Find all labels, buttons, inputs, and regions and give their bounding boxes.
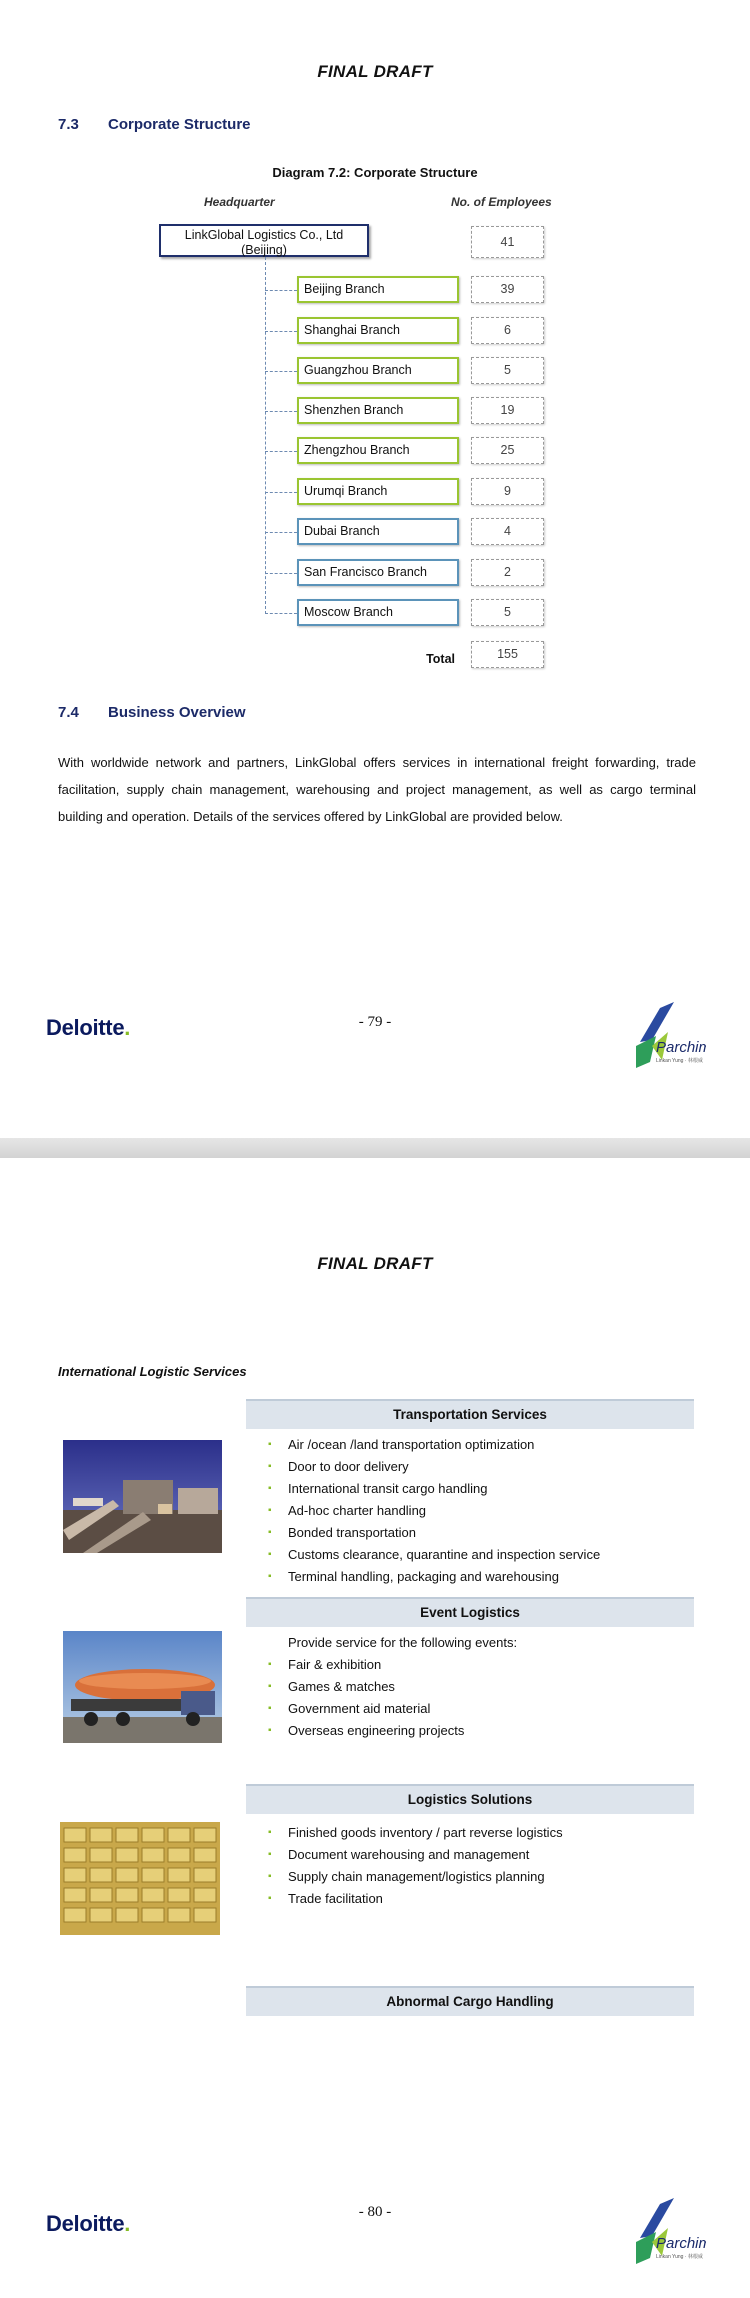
org-connector-line [265, 257, 266, 614]
svg-text:Parchim: Parchim [656, 1039, 706, 1056]
event-logistics-header: Event Logistics [246, 1597, 694, 1627]
page-79 [0, 0, 750, 1138]
svg-text:Parchim: Parchim [656, 2235, 706, 2252]
logistics-solutions-header: Logistics Solutions [246, 1784, 694, 1814]
org-connector-branch [265, 492, 297, 493]
hq-name: LinkGlobal Logistics Co., Ltd [184, 228, 344, 242]
branch-employee-count: 4 [471, 518, 544, 545]
event-cargo-photo [63, 1631, 222, 1743]
list-item: ▪ Government aid material [268, 1698, 517, 1720]
page-number: - 79 - [358, 1014, 392, 1030]
hq-city: (Beijing) [241, 243, 287, 257]
page-separator [0, 1138, 750, 1158]
column-head-employees: No. of Employees [451, 195, 552, 209]
branch-employee-count: 2 [471, 559, 544, 586]
org-connector-branch [265, 532, 297, 533]
branch-box: Shenzhen Branch [297, 397, 459, 424]
list-item: ▪ International transit cargo handling [268, 1478, 600, 1500]
transportation-services-header: Transportation Services [246, 1399, 694, 1429]
page-header: FINAL DRAFT [317, 62, 433, 81]
hq-box [159, 224, 369, 257]
transportation-services-list [268, 1434, 600, 1588]
page-number: - 80 - [358, 2204, 392, 2220]
list-item: ▪ Customs clearance, quarantine and inspection service [268, 1544, 600, 1566]
list-item: ▪ Trade facilitation [268, 1888, 563, 1910]
branch-employee-count: 25 [471, 437, 544, 464]
diagram-title: Diagram 7.2: Corporate Structure [272, 165, 478, 180]
list-item: ▪ Fair & exhibition [268, 1654, 517, 1676]
svg-text:Linkan Yung · 林根威: Linkan Yung · 林根威 [656, 2254, 703, 2260]
branch-box: Zhengzhou Branch [297, 437, 459, 464]
svg-text:Linkan Yung · 林根威: Linkan Yung · 林根威 [656, 1058, 703, 1064]
page-80 [0, 1158, 750, 2298]
branch-employee-count: 6 [471, 317, 544, 344]
branch-box: Dubai Branch [297, 518, 459, 545]
org-connector-branch [265, 613, 297, 614]
branch-box: Moscow Branch [297, 599, 459, 626]
subtitle-international-logistic-services: International Logistic Services [58, 1364, 247, 1379]
branch-box: Urumqi Branch [297, 478, 459, 505]
transport-photo [63, 1440, 222, 1553]
warehouse-photo [60, 1822, 220, 1935]
list-item: ▪ Supply chain management/logistics planning [268, 1866, 563, 1888]
branch-box: Beijing Branch [297, 276, 459, 303]
column-head-headquarter: Headquarter [204, 195, 275, 209]
list-item: ▪ Door to door delivery [268, 1456, 600, 1478]
org-connector-branch [265, 573, 297, 574]
branch-box: San Francisco Branch [297, 559, 459, 586]
org-connector-branch [265, 451, 297, 452]
list-item: ▪ Bonded transportation [268, 1522, 600, 1544]
total-value: 155 [471, 641, 544, 668]
section-title: Corporate Structure [108, 116, 251, 133]
branch-box: Guangzhou Branch [297, 357, 459, 384]
abnormal-cargo-handling-header: Abnormal Cargo Handling [246, 1986, 694, 2016]
page-header: FINAL DRAFT [317, 1254, 433, 1273]
parchim-logo [622, 1002, 706, 1074]
list-item: ▪ Finished goods inventory / part reverse logistics [268, 1822, 563, 1844]
deloitte-logo: Deloitte. [46, 2211, 131, 2236]
event-logistics-list [268, 1632, 517, 1742]
list-item: ▪ Overseas engineering projects [268, 1720, 517, 1742]
hq-employee-count: 41 [471, 226, 544, 258]
branch-employee-count: 19 [471, 397, 544, 424]
list-item: ▪ Air /ocean /land transportation optimization [268, 1434, 600, 1456]
branch-box: Shanghai Branch [297, 317, 459, 344]
org-connector-branch [265, 331, 297, 332]
org-connector-branch [265, 411, 297, 412]
org-connector-branch [265, 371, 297, 372]
logistics-solutions-list [268, 1822, 563, 1910]
list-item: ▪ Document warehousing and management [268, 1844, 563, 1866]
branch-employee-count: 5 [471, 599, 544, 626]
list-intro: Provide service for the following events: [288, 1635, 518, 1650]
org-connector-branch [265, 290, 297, 291]
section-number: 7.4 [58, 704, 79, 721]
list-item: ▪ Terminal handling, packaging and warehousing [268, 1566, 600, 1588]
branch-employee-count: 5 [471, 357, 544, 384]
deloitte-logo: Deloitte. [46, 1015, 131, 1040]
parchim-logo [622, 2198, 706, 2270]
total-label: Total [426, 652, 455, 666]
list-item: ▪ Ad-hoc charter handling [268, 1500, 600, 1522]
branch-employee-count: 39 [471, 276, 544, 303]
section-heading-corporate-structure [58, 116, 251, 133]
business-overview-paragraph: With worldwide network and partners, LinkGlobal offers services in international freight forwarding, trade facilitation, supply chain management, warehousing and project management, as well as cargo terminal building and operation. Details of the services offered by LinkGlobal are provided below. [58, 755, 696, 824]
branch-employee-count: 9 [471, 478, 544, 505]
section-heading-business-overview [58, 704, 246, 721]
section-title: Business Overview [108, 704, 246, 721]
section-number: 7.3 [58, 116, 79, 133]
list-item: ▪ Games & matches [268, 1676, 517, 1698]
